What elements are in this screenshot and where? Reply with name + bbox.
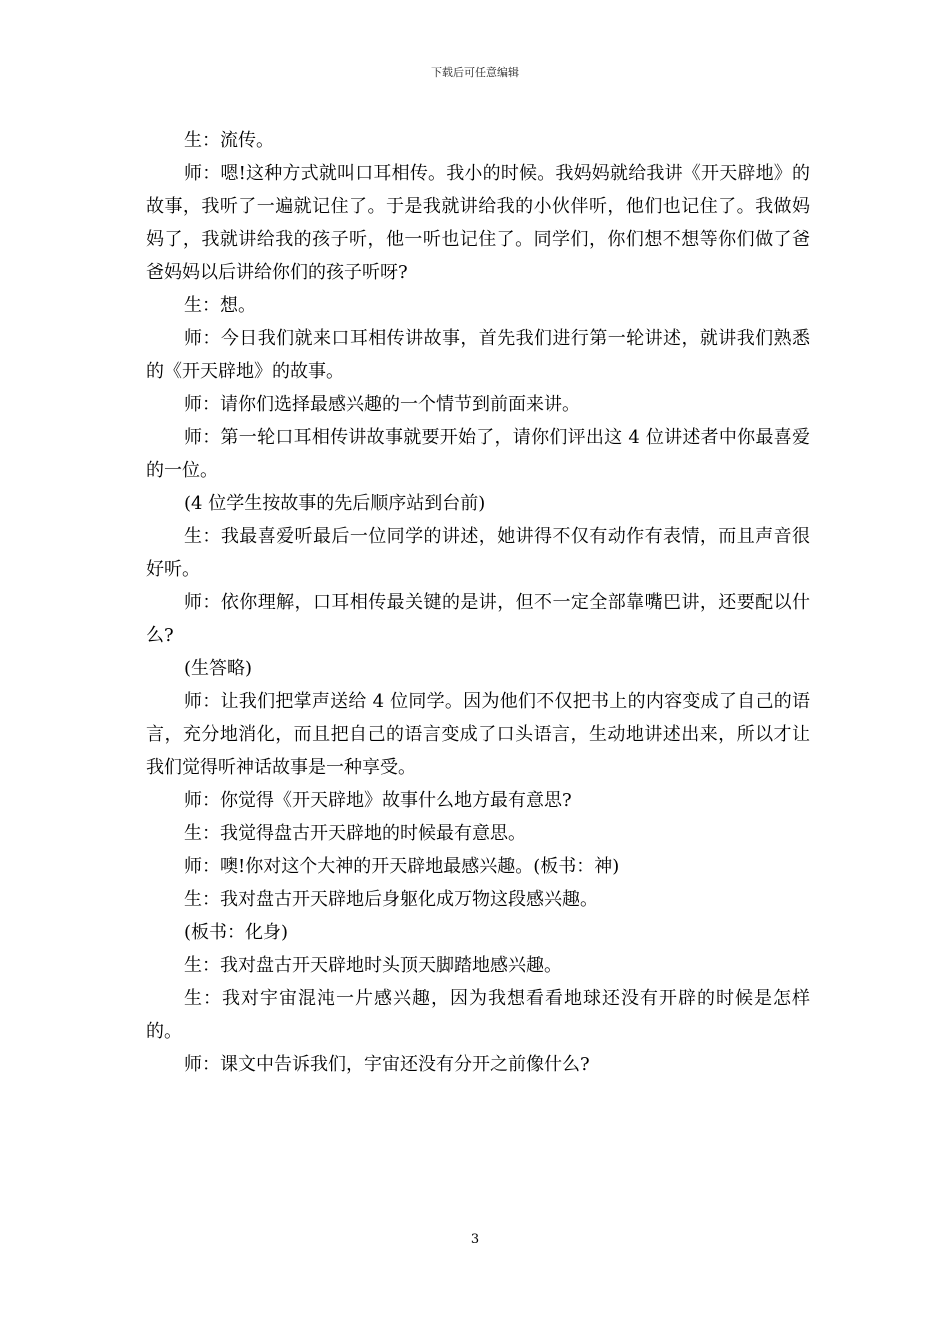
paragraph: 生：我对盘古开天辟地时头顶天脚踏地感兴趣。 <box>184 955 562 976</box>
paragraph: 师：今日我们就来口耳相传讲故事，首先我们进行第一轮讲述，就讲我们熟悉的《开天辟地》的故事。 <box>146 328 810 382</box>
paragraph: 师：请你们选择最感兴趣的一个情节到前面来讲。 <box>184 394 580 415</box>
paragraph: (板书：化身) <box>184 922 289 943</box>
paragraph: 师：课文中告诉我们，宇宙还没有分开之前像什么? <box>184 1054 590 1075</box>
paragraph: 师：嗯!这种方式就叫口耳相传。我小的时候。我妈妈就给我讲《开天辟地》的故事，我听了一遍就记住了。于是我就讲给我的小伙伴听，他们也记住了。我做妈妈了，我就讲给我的孩子听，他一听也记住了。同学们，你们想不想等你们做了爸爸妈妈以后讲给你们的孩子听呀? <box>146 163 810 283</box>
paragraph: 师：第一轮口耳相传讲故事就要开始了，请你们评出这 4 位讲述者中你最喜爱的一位。 <box>146 427 810 481</box>
paragraph: 生：流传。 <box>184 130 274 151</box>
document-body <box>146 124 810 1081</box>
page-header: 下载后可任意编辑 <box>431 66 519 79</box>
paragraph: 生：我对盘古开天辟地后身躯化成万物这段感兴趣。 <box>184 889 598 910</box>
paragraph: 生：想。 <box>184 295 256 316</box>
paragraph: 师：让我们把掌声送给 4 位同学。因为他们不仅把书上的内容变成了自己的语言，充分地消化，而且把自己的语言变成了口头语言，生动地讲述出来，所以才让我们觉得听神话故事是一种享受。 <box>146 691 810 778</box>
paragraph: 师：依你理解，口耳相传最关键的是讲，但不一定全部靠嘴巴讲，还要配以什么? <box>146 592 810 646</box>
paragraph: (生答略) <box>184 658 253 679</box>
paragraph: 生：我对宇宙混沌一片感兴趣，因为我想看看地球还没有开辟的时候是怎样的。 <box>146 988 810 1042</box>
paragraph: (4 位学生按故事的先后顺序站到台前) <box>184 493 486 514</box>
paragraph: 师：噢!你对这个大神的开天辟地最感兴趣。(板书：神) <box>184 856 620 877</box>
paragraph: 生：我最喜爱听最后一位同学的讲述，她讲得不仅有动作有表情，而且声音很好听。 <box>146 526 810 580</box>
paragraph: 师：你觉得《开天辟地》故事什么地方最有意思? <box>184 790 572 811</box>
paragraph: 生：我觉得盘古开天辟地的时候最有意思。 <box>184 823 526 844</box>
page-number: 3 <box>470 1232 480 1247</box>
